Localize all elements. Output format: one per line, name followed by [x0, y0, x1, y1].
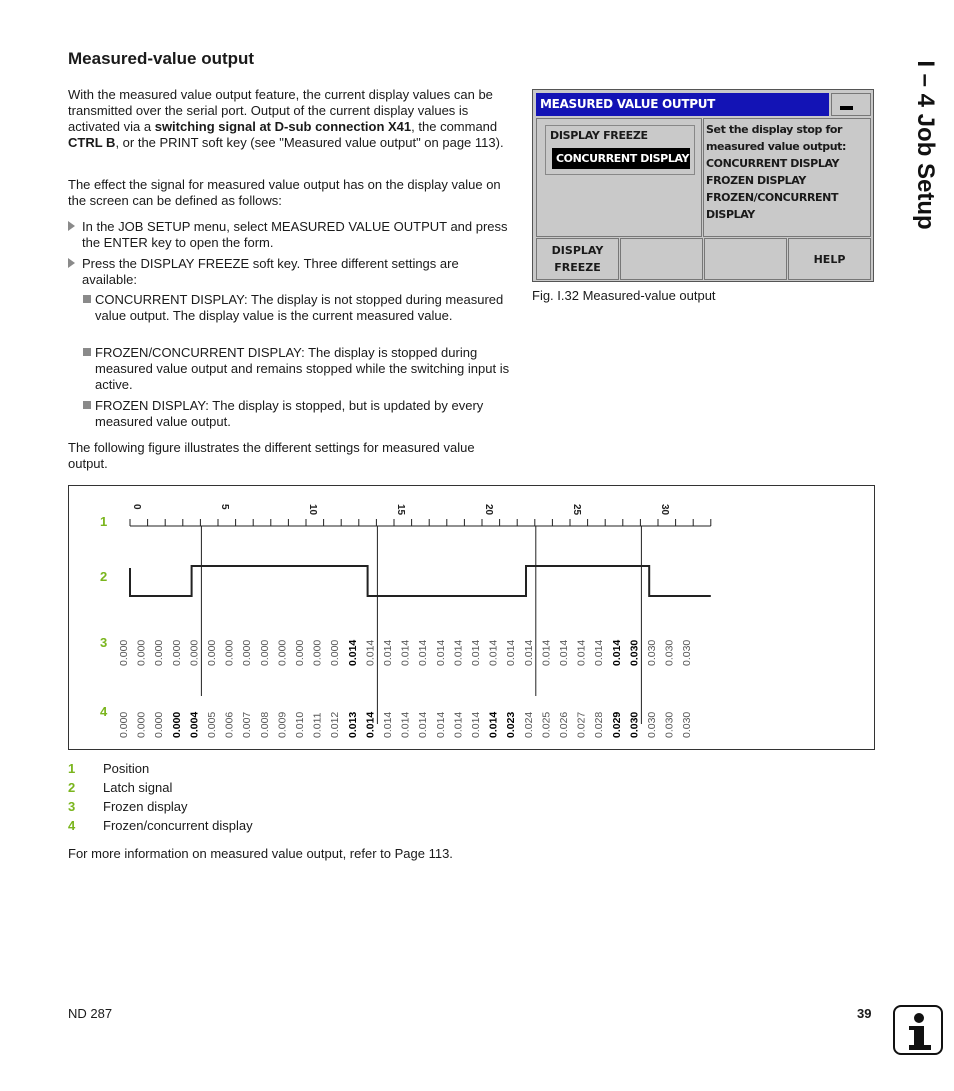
- frozen-value: 0.014: [505, 639, 518, 666]
- help-text: [706, 121, 846, 223]
- field-value[interactable]: CONCURRENT DISPLAY: [552, 148, 690, 169]
- scale-label: 25: [571, 504, 582, 516]
- concurrent-value: 0.007: [241, 711, 254, 738]
- concurrent-value: 0.027: [575, 711, 588, 738]
- frozen-value: 0.014: [470, 639, 482, 666]
- frozen-value: 0.000: [118, 639, 130, 666]
- intro-bold-connection: switching signal at D-sub connection X41: [154, 119, 412, 134]
- concurrent-value: 0.000: [170, 711, 183, 738]
- softkey-label-line: DISPLAY: [551, 244, 604, 257]
- concurrent-value: 0.028: [593, 711, 606, 738]
- row-label-frozen: 3: [100, 635, 108, 650]
- frozen-value: 0.014: [558, 639, 570, 666]
- frozen-value: 0.000: [294, 639, 306, 666]
- frozen-value: 0.014: [593, 639, 606, 666]
- bullet-square-icon: [83, 295, 91, 303]
- frozen-value: 0.000: [188, 639, 201, 666]
- frozen-value: 0.014: [417, 639, 430, 666]
- help-line: FROZEN DISPLAY: [706, 174, 806, 187]
- concurrent-value: 0.005: [206, 711, 218, 738]
- figure-caption: Fig. I.32 Measured-value output: [532, 288, 716, 303]
- row-label-position: 1: [100, 514, 108, 529]
- display-freeze-field[interactable]: [545, 125, 695, 175]
- frozen-value: 0.014: [610, 639, 623, 666]
- step-item: In the JOB SETUP menu, select MEASURED VALUE OUTPUT and press the ENTER key to open the form.: [82, 219, 508, 250]
- frozen-value: 0.014: [434, 639, 447, 666]
- concurrent-value: 0.029: [610, 711, 623, 738]
- help-line: CONCURRENT DISPLAY: [706, 157, 840, 170]
- frozen-value: 0.000: [311, 639, 324, 666]
- minimize-button[interactable]: [831, 93, 871, 116]
- timing-diagram: [68, 485, 875, 750]
- concurrent-value: 0.000: [118, 711, 130, 738]
- concurrent-value: 0.014: [434, 711, 447, 738]
- frozen-value: 0.030: [646, 639, 658, 666]
- scale-label: 20: [483, 504, 494, 516]
- concurrent-value: 0.000: [135, 711, 148, 738]
- frozen-value: 0.014: [399, 639, 412, 666]
- scale-label: 15: [395, 504, 406, 516]
- option-item: FROZEN DISPLAY: The display is stopped, but is updated by every measured value output.: [95, 398, 484, 429]
- legend-number: 3: [68, 799, 76, 814]
- concurrent-value: 0.025: [540, 711, 553, 738]
- softkey-label: HELP: [813, 252, 846, 266]
- intro-paragraph: [68, 87, 510, 151]
- frozen-value: 0.014: [364, 639, 377, 666]
- concurrent-value: 0.014: [364, 711, 377, 738]
- concurrent-value: 0.030: [663, 711, 676, 738]
- softkey-label-line: FREEZE: [554, 261, 601, 274]
- concurrent-value: 0.026: [558, 711, 570, 738]
- legend-text: Frozen display: [103, 799, 188, 814]
- concurrent-value: 0.012: [329, 711, 342, 738]
- display-freeze-softkey[interactable]: [536, 238, 619, 280]
- frozen-value: 0.030: [663, 639, 676, 666]
- frozen-value: 0.000: [153, 639, 166, 666]
- step-item: Press the DISPLAY FREEZE soft key. Three different settings are available:: [82, 256, 459, 287]
- frozen-value: 0.014: [346, 639, 359, 666]
- option-item: FROZEN/CONCURRENT DISPLAY: The display is stopped during measured value output and remains stopped while the switching input is active.: [95, 345, 510, 392]
- frozen-value: 0.000: [135, 639, 148, 666]
- page-number: 39: [857, 1006, 872, 1021]
- frozen-value: 0.000: [241, 639, 254, 666]
- concurrent-value: 0.000: [153, 711, 166, 738]
- legend-number: 1: [68, 761, 76, 776]
- figure-intro: The following figure illustrates the different settings for measured value output.: [68, 440, 475, 471]
- scale-label: 0: [131, 504, 142, 510]
- frozen-value: 0.014: [382, 639, 394, 666]
- bullet-square-icon: [83, 401, 91, 409]
- concurrent-value: 0.014: [452, 711, 465, 738]
- concurrent-value: 0.024: [522, 711, 535, 738]
- concurrent-value: 0.008: [258, 711, 271, 738]
- chapter-tab: [900, 40, 950, 250]
- concurrent-value: 0.006: [223, 711, 236, 738]
- scale-label: 10: [307, 504, 318, 516]
- scale-label: 30: [659, 504, 670, 516]
- intro-text-1: With the measured value output feature, the current display values can be transmitted over the serial port. Output of the current display values is activated via a: [68, 87, 493, 134]
- legend-number: 2: [68, 780, 76, 795]
- step-arrow-icon: [68, 258, 75, 268]
- frozen-value: 0.000: [223, 639, 236, 666]
- chapter-tab-label: I – 4 Job Setup: [912, 60, 939, 230]
- row-label-concurrent: 4: [100, 704, 108, 719]
- section-heading: Measured-value output: [68, 49, 255, 68]
- legend-text: Frozen/concurrent display: [103, 818, 253, 833]
- empty-softkey[interactable]: [704, 238, 787, 280]
- concurrent-value: 0.014: [382, 711, 394, 738]
- help-line: DISPLAY: [706, 208, 755, 221]
- concurrent-value: 0.009: [276, 711, 289, 738]
- frozen-value: 0.000: [276, 639, 289, 666]
- frozen-value: 0.014: [540, 639, 553, 666]
- step-arrow-icon: [68, 221, 75, 231]
- legend-text: Latch signal: [103, 780, 173, 795]
- field-label: DISPLAY FREEZE: [550, 129, 648, 142]
- effect-paragraph: The effect the signal for measured value output has on the display value on the screen can be defined as follows:: [68, 177, 501, 208]
- concurrent-value: 0.010: [294, 711, 306, 738]
- info-icon: [893, 1005, 943, 1055]
- frozen-value: 0.030: [681, 639, 694, 666]
- help-line: measured value output:: [706, 140, 847, 153]
- bullet-square-icon: [83, 348, 91, 356]
- scale-label: 5: [219, 504, 230, 510]
- concurrent-value: 0.013: [346, 711, 359, 738]
- concurrent-value: 0.030: [628, 711, 641, 738]
- concurrent-value: 0.004: [188, 711, 201, 738]
- concurrent-value: 0.014: [399, 711, 412, 738]
- concurrent-value: 0.014: [417, 711, 430, 738]
- latch-signal-line: [130, 566, 711, 596]
- more-info-text: For more information on measured value output, refer to Page 113.: [68, 846, 453, 861]
- screen-title: MEASURED VALUE OUTPUT: [536, 93, 829, 116]
- concurrent-value: 0.011: [311, 712, 324, 738]
- option-item: CONCURRENT DISPLAY: The display is not stopped during measured value output. The display value is the current measured value.: [95, 292, 504, 323]
- form-panel: [536, 118, 702, 237]
- display-screenshot: [532, 89, 874, 282]
- concurrent-value: 0.014: [470, 711, 482, 738]
- help-panel: [703, 118, 871, 237]
- empty-softkey[interactable]: [620, 238, 703, 280]
- frozen-value: 0.014: [487, 639, 500, 666]
- footer-product: ND 287: [68, 1006, 113, 1021]
- frozen-value: 0.000: [258, 639, 271, 666]
- intro-text-2: , the command: [411, 119, 498, 134]
- minus-icon: [840, 106, 853, 110]
- legend-text: Position: [103, 761, 150, 776]
- concurrent-value: 0.030: [681, 711, 694, 738]
- intro-text-3: , or the PRINT soft key (see "Measured value output" on page 113).: [115, 135, 504, 150]
- concurrent-value: 0.014: [487, 711, 500, 738]
- frozen-value: 0.000: [329, 639, 342, 666]
- help-line: Set the display stop for: [706, 123, 843, 136]
- intro-bold-command: CTRL B: [68, 135, 116, 150]
- frozen-value: 0.000: [170, 639, 183, 666]
- concurrent-value: 0.030: [646, 711, 658, 738]
- row-label-latch: 2: [100, 569, 108, 584]
- frozen-value: 0.030: [628, 639, 641, 666]
- frozen-value: 0.014: [452, 639, 465, 666]
- frozen-value: 0.014: [575, 639, 588, 666]
- frozen-value: 0.000: [206, 639, 218, 666]
- timing-diagram-svg: [69, 486, 874, 749]
- help-line: FROZEN/CONCURRENT: [706, 191, 839, 204]
- frozen-value: 0.014: [522, 639, 535, 666]
- concurrent-value: 0.023: [505, 711, 518, 738]
- legend-number: 4: [68, 818, 76, 833]
- help-softkey[interactable]: [788, 238, 871, 280]
